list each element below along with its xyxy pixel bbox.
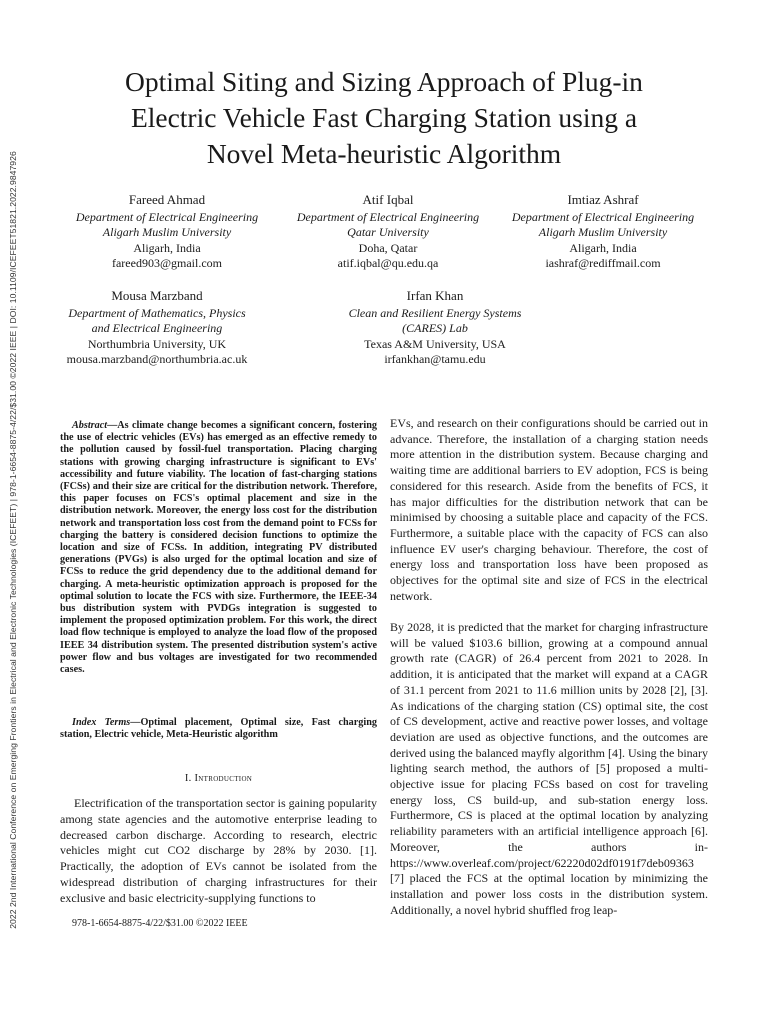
author-name: Fareed Ahmad: [128, 192, 206, 207]
author-name: Imtiaz Ashraf: [567, 192, 639, 207]
author-block-3: [498, 192, 708, 272]
author-email: irfankhan@tamu.edu: [384, 352, 486, 366]
author-department: Department of Mathematics, Physics: [68, 305, 246, 320]
author-department: Department of Electrical Engineering: [511, 209, 695, 224]
copyright-notice: 978-1-6654-8875-4/22/$31.00 ©2022 IEEE: [72, 918, 248, 929]
conference-side-note: [2, 112, 24, 968]
author-organization: Qatar University: [347, 225, 429, 239]
author-location: Aligarh, India: [133, 240, 201, 255]
paper-title: [60, 64, 708, 172]
author-block-2: [283, 192, 493, 272]
author-email: fareed903@gmail.com: [111, 256, 222, 270]
section-number: I.: [184, 773, 192, 784]
author-block-1: [62, 192, 272, 272]
author-organization: and Electrical Engineering: [91, 321, 223, 335]
section-heading-introduction: [60, 773, 377, 784]
author-department: Department of Electrical Engineering: [75, 209, 259, 224]
author-block-4: [52, 288, 262, 368]
author-block-5: [325, 288, 545, 368]
index-terms-text: —Optimal placement, Optimal size, Fast charging station, Electric vehicle, Meta-Heuristic algorithm: [60, 717, 377, 741]
author-location: Northumbria University, UK: [87, 336, 227, 351]
abstract-text: —As climate change becomes a significant concern, fostering the use of electric vehicles (EVs) has emerged as an effective remedy to the pollution caused by fossil-fuel transportation. Placing charging stations with growing charging infrastructure is significant to EVs' accessibility and future viability. The location of fast-charging stations (FCSs) and their size are critical for the distribution network. Therefore, this paper focuses on FCS's optimal placement and size in the distribution network. Moreover, the energy loss cost for the distribution network and transportation loss cost from the demand point to FCSs for charging the battery is considered decision functions to optimize the location and size of FCSs. In addition, integrating PV distributed generations (PVGs) is also urged for the optimal location and size of FCSs to reduce the grid dependency due to the additional demand for charging. A meta-heuristic optimization approach is proposed for the optimal solution to locate the FCS with size. Furthermore, the IEEE-34 bus distribution system with PVDGs integration is suggested to implement the proposed optimization problem. For this work, the direct load flow technique is employed to analyze the load flow of the proposed IEEE 34 distribution system. The presented distribution system's active power flow and bus voltages are investigated for two recommended cases.: [60, 420, 377, 676]
author-name: Atif Iqbal: [362, 192, 414, 207]
author-organization: Aligarh Muslim University: [538, 225, 668, 239]
author-email: atif.iqbal@qu.edu.qa: [337, 256, 439, 270]
abstract-label: Abstract: [72, 420, 108, 431]
author-email: iashraf@rediffmail.com: [545, 256, 661, 270]
title-line-1: Optimal Siting and Sizing Approach of Plug-in: [125, 66, 643, 97]
introduction-paragraph-3: By 2028, it is predicted that the market for charging infrastructure will be valued $103.6 billion, growing at a compound annual growth rate (CAGR) of 26.4 percent from 2021 to 2028. In addition, it is anticipated that the market will expand at a CAGR of 31.1 percent from 2021 to 11.6 million units by 2028 [2], [3]. As indications of the charging station (CS) optimal site, the cost of CS development, active and reactive power losses, and voltage deviation are used as objective functions, and the outcomes are derived using the balanced mayfly algorithm [4]. Using the binary lighting search method, the authors of [5] proposed a multi-objective issue for placing FCSs based on cost for traveling energy loss, CS build-up, and sub-station energy loss. Furthermore, CS is placed at the optimal location by analyzing reliability parameters with an artificial intelligence approach [6]. Moreover, the authors in-https://www.overleaf.com/project/62220d02df0191f7deb09363 [7] placed the FCS at the optimal location by minimizing the installation and power loss costs in the distribution system. Additionally, a novel hybrid shuffled frog leap-: [390, 620, 708, 917]
author-department: Department of Electrical Engineering: [296, 209, 480, 224]
author-location: Aligarh, India: [569, 240, 637, 255]
doi-text: 2022 2nd International Conference on Emerging Frontiers in Electrical and Electronic Technologies (ICEFEET) | 978-1-6654-8875-4/22/$31.00 ©2022 IEEE | DOI: 10.1109/ICEFEET51821.2022.9847926: [8, 151, 18, 929]
abstract: [60, 420, 377, 676]
title-line-3: Novel Meta-heuristic Algorithm: [206, 138, 562, 169]
title-line-2: Electric Vehicle Fast Charging Station using a: [130, 102, 638, 133]
introduction-paragraph-1: Electrification of the transportation sector is gaining popularity among state agencies and the automotive enterprise leading to decreased carbon discharge. According to research, electric vehicles might cut CO2 discharge by 28% by 2030. [1]. Practically, the adoption of EVs cannot be isolated from the widespread distribution of charging infrastructures for their exclusive and basic electricity-supplying functions to: [60, 796, 377, 905]
author-location: Doha, Qatar: [358, 240, 418, 255]
index-terms: [60, 717, 377, 741]
index-terms-label: Index Terms: [72, 717, 131, 728]
author-location: Texas A&M University, USA: [364, 336, 506, 351]
author-name: Mousa Marzband: [111, 288, 203, 303]
author-department: Clean and Resilient Energy Systems: [348, 305, 522, 320]
author-name: Irfan Khan: [406, 288, 464, 303]
author-email: mousa.marzband@northumbria.ac.uk: [66, 352, 248, 366]
author-organization: Aligarh Muslim University: [102, 225, 232, 239]
introduction-paragraph-2: EVs, and research on their configurations should be carried out in advance. Therefore, the installation of a charging station needs more attention in the distribution system. Because charging and waiting time are additional barriers to EV adoption, FCS is being considered for this research. Aside from the benefits of FCS, it has major difficulties for the distribution network that can be minimised by choosing a suitable place and capacity of the FCS. Furthermore, a suitable place with the capacity of FCS can also influence EV user's charging behaviour. Therefore, the cost of energy loss and transportation loss have been proposed as objectives for the optimal site and size of FCS in the electrical network.: [390, 416, 708, 603]
section-title: Introduction: [194, 773, 253, 784]
author-organization: (CARES) Lab: [402, 321, 468, 335]
